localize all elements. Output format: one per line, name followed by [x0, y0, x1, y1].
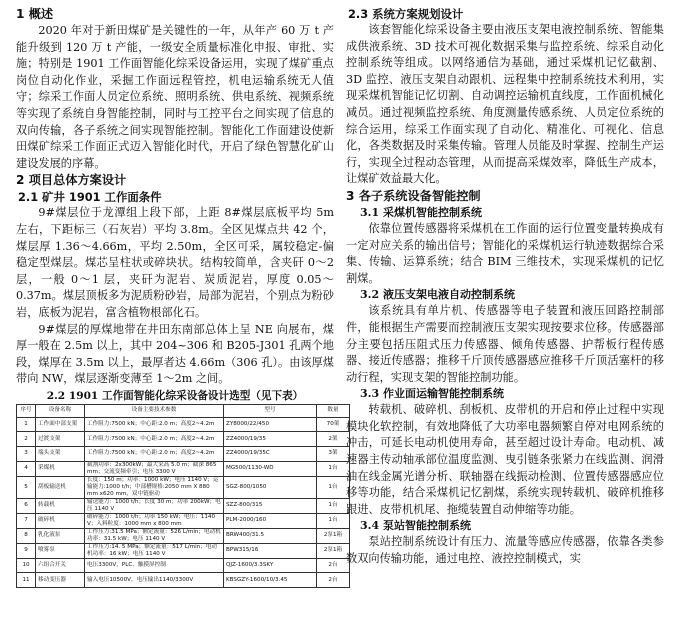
- row-model: BRW400/31.5: [224, 528, 317, 543]
- row-index: 5: [17, 476, 36, 498]
- row-model: ZY8000/22/450: [224, 417, 317, 432]
- row-quantity: 1台: [317, 513, 350, 528]
- section-2-1-paragraph-2: 9#煤层的厚煤地带在井田东南部总体上呈 NE 向展布，煤厚一般在 2.5m 以上，其中 204~306 和 B205-J301 孔两个地段，煤厚在 3.5m 以上，最厚者达 4.66m（306 孔）。由该厚煤带向 NW，煤层逐渐变薄至 1～2m 之间。: [16, 322, 334, 386]
- table-row: [17, 558, 350, 573]
- row-index: 9: [17, 543, 36, 558]
- table-row: [17, 417, 350, 432]
- row-index: 6: [17, 498, 36, 513]
- row-index: 2: [17, 432, 36, 447]
- row-index: 4: [17, 461, 36, 476]
- table-row: [17, 447, 350, 462]
- table-header-row: [17, 404, 350, 417]
- left-column: [16, 6, 343, 588]
- row-quantity: 3架: [317, 447, 350, 462]
- row-model: SGZ-800/1050: [224, 476, 317, 498]
- header-parameters: 设备主要技术参数: [85, 404, 224, 417]
- section-2-1-heading: 2.1 矿井 1901 工作面条件: [18, 190, 162, 205]
- section-3-1-paragraph: 依靠位置传感器将采煤机在工作面的运行位置变量转换成有一定对应关系的输出信号；智能化的采煤机运行轨迹数据综合采集、传输、运算系统；结合 BIM 三维技术，实现采煤机的记忆割煤。: [346, 221, 664, 285]
- section-2-3-heading: 2.3 系统方案规划设计: [348, 7, 464, 21]
- table-row: [17, 432, 350, 447]
- row-parameters: 工作压力:31.5 MPa；额定流量：526 L/min；电动机功率：31.5 kW；电压 1140 V: [85, 528, 224, 543]
- row-model: MG500/1130-WD: [224, 461, 317, 476]
- row-device-name: 过渡支架: [36, 432, 85, 447]
- section-2-3-paragraph: 该套智能化综采设备主要由液压支架电液控制系统、智能集成供液系统、3D 技术可视化数据采集与监控系统、综采自动化控制系统等组成。以网络通信为基础，通过采煤机记忆截割、3D 监控、液压支架自动跟机、远程集中控制系统技术利用，实现采煤机智能记忆切割、自动调控运输机直线度，工作面机械化减员。通过视频监控系统、角度测量传感系统、人员定位系统的综合运用，综采工作面实现了自动化、精准化、可视化、信息化，各类数据及时采集传输。管理人员能及时掌握、控制生产运行，实现全过程动态管理，从而提高采煤效率，降低生产成本，让煤矿效益最大化。: [346, 23, 664, 186]
- row-parameters: 输入电压10500V，电压输出1140/3300V: [85, 573, 224, 588]
- table-row: [17, 513, 350, 528]
- row-device-name: 工作面中部支架: [36, 417, 85, 432]
- row-model: ZZ4000/19/35C: [224, 447, 317, 462]
- row-model: PLM-2000/160: [224, 513, 317, 528]
- table-row: [17, 461, 350, 476]
- row-index: 1: [17, 417, 36, 432]
- row-model: KBSGZY-1600/10/3.45: [224, 573, 317, 588]
- row-quantity: 70架: [317, 417, 350, 432]
- row-quantity: 1台: [317, 498, 350, 513]
- header-index: 序号: [17, 404, 36, 417]
- row-quantity: 1台: [317, 461, 350, 476]
- row-device-name: 喷雾泵: [36, 543, 85, 558]
- row-model: ZZ4000/19/35: [224, 432, 317, 447]
- row-parameters: 输送能力：1000 t/h；长度 30 m；功率 200kW；电压 1140 V: [85, 498, 224, 513]
- section-3-3-paragraph: 转载机、破碎机、刮板机、皮带机的开启和停止过程中实现模块化软控制，有效地降低了大功率电器频繁自停对电网系统的冲击，可延长电动机使用寿命，甚至超过设计寿命。电动机、减速器主传动轴承部位温度监测、曳引链条张紧力在线监测、润滑油在线金属光谱分析、联轴器在线振动检测、位置传感器感应位移等功能，结合采煤机记忆割煤，系统实现转载机、破碎机推移跟进、皮带机机尾、拖缆装置自动伸缩等功能。: [346, 403, 664, 516]
- row-model: QJZ-1600/3.3SKY: [224, 558, 317, 573]
- row-device-name: 破碎机: [36, 513, 85, 528]
- row-device-name: 转载机: [36, 498, 85, 513]
- row-parameters: 破碎能力：1000 t/h；功率 150 kW；电压：1140 V；入料粒度：1000 mm x 800 mm: [85, 513, 224, 528]
- row-device-name: 乳化液泵: [36, 528, 85, 543]
- row-index: 8: [17, 528, 36, 543]
- table-caption: 2.2 1901 工作面智能化综采设备设计选型（见下表）: [46, 389, 304, 402]
- row-quantity: 2台: [317, 573, 350, 588]
- row-parameters: 工作阻力:7500 kN；中心距:2.0 m；高度2~4.2m: [85, 417, 224, 432]
- table-row: [17, 573, 350, 588]
- section-2-1-paragraph-1: 9#煤层位于龙潭组上段下部，上距 8#煤层底板平均 5m 左右，下距标三（石灰岩）平均 3.8m。全区见煤点共 42 个，煤层厚 1.36～4.66m，平均 2.50m，全区可采，属较稳定-偏稳定型煤层。煤芯呈柱状或碎块状。结构较简单，含夹矸 0～2 层，一般 0～1 层，夹矸为泥岩、炭质泥岩，厚度 0.05～0.37m。煤层顶板多为泥质粉砂岩，局部为泥岩，个别点为粉砂岩，底板为泥岩，富含植物根部化石。: [16, 206, 334, 319]
- row-index: 7: [17, 513, 36, 528]
- row-device-name: 端头支架: [36, 447, 85, 462]
- section-2-heading: 2 项目总体方案设计: [16, 173, 127, 188]
- section-1-heading: 1 概述: [16, 7, 54, 21]
- row-quantity: 2台: [317, 558, 350, 573]
- section-1-paragraph: 2020 年对于新田煤矿是关键性的一年，从年产 60 万 t 产能升级到 120 万 t 产能，一级安全质量标准化申报、审批、实施；特别是 1901 工作面智能化综采设备运用，实现了煤矿重点岗位自动化作业，采掘工作面远程管控，机电运输系统无人值守；综采工作面人员定位系统、照明系统、供电系统、视频系统等实现了系统自身智能控制，同时与工控平台之间实现了信息的双向传输，各子系统之间实现智能控制。智能化工作面建设使新田煤矿综采工作面正式迈入智能化时代，开启了绿色智慧化矿山建设发展的序幕。: [16, 24, 334, 170]
- row-model: BPW315/16: [224, 543, 317, 558]
- row-parameters: 电压3300V，PLC、触摸屏控制: [85, 558, 224, 573]
- row-index: 3: [17, 447, 36, 462]
- section-3-heading: 3 各子系统设备智能控制: [346, 188, 481, 203]
- table-row: [17, 528, 350, 543]
- row-device-name: 刮板输送机: [36, 476, 85, 498]
- table-row: [17, 476, 350, 498]
- section-3-4-heading: 3.4 泵站智能控制系统: [360, 519, 471, 533]
- section-3-1-heading: 3.1 采煤机智能控制系统: [360, 205, 482, 219]
- row-parameters: 工作阻力:7500 kN；中心距:2.0 m；高度2~4.2m: [85, 447, 224, 462]
- header-device-name: 设备名称: [36, 404, 85, 417]
- header-quantity: 数量: [317, 404, 350, 417]
- table-row: [17, 543, 350, 558]
- row-device-name: 六组合开关: [36, 558, 85, 573]
- row-device-name: 移动变压器: [36, 573, 85, 588]
- row-quantity: 2泵1箱: [317, 528, 350, 543]
- table-body: [17, 417, 350, 587]
- row-quantity: 2架: [317, 432, 350, 447]
- row-device-name: 采煤机: [36, 461, 85, 476]
- row-quantity: 1台: [317, 476, 350, 498]
- section-3-2-heading: 3.2 液压支架电液自动控制系统: [360, 288, 515, 302]
- section-3-4-paragraph: 泵站控制系统设计有压力、流量等感应传感器，依靠各类参数双向传输功能，通过电控、液控控制模式，实: [346, 535, 664, 566]
- row-quantity: 2泵1箱: [317, 543, 350, 558]
- equipment-table: [16, 404, 350, 588]
- row-parameters: 工作阻力:7500 kN；中心距:2.0 m；高度2~4.2m: [85, 432, 224, 447]
- row-parameters: 截割功率：2x300kW；最大采高 5.0 m；截深 865 mm；交流变频牵引；电压 3300 V: [85, 461, 224, 476]
- row-index: 10: [17, 558, 36, 573]
- row-parameters: 长度：150 m；功率：1000 kW；电压 1140 V；运输能力:1000 t/h；中部槽规格:2050 mm X 880 mm x620 mm，双中链驱动: [85, 476, 224, 498]
- row-parameters: 工作压力:14. 5 MPa；额定流量：517 L/min；电动机功率：16 kW；电压 1140 V: [85, 543, 224, 558]
- row-index: 11: [17, 573, 36, 588]
- header-model: 型号: [224, 404, 317, 417]
- row-model: SZZ-800/315: [224, 498, 317, 513]
- section-3-2-paragraph: 该系统具有单片机、传感器等电子装置和液压回路控制部件，能根据生产需要而控制液压支架实现按要求位移。传感器部分主要包括压阻式压力传感器、倾角传感器、护帮板行程传感器、接近传感器；推移千斤顶传感器感应推移千斤顶活塞杆的移动行程，实现支架的智能控制功能。: [346, 304, 664, 384]
- section-3-3-heading: 3.3 作业面运输智能控制系统: [360, 387, 504, 401]
- table-row: [17, 498, 350, 513]
- right-column: [346, 6, 664, 568]
